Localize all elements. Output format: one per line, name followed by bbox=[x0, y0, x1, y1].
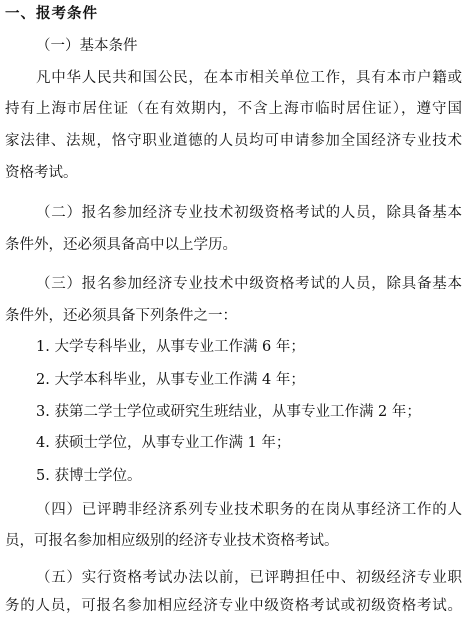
text-line: （三）报名参加经济专业技术中级资格考试的人员，除具备基本 bbox=[36, 276, 462, 292]
text-line: 条件外，还必须具备下列条件之一： bbox=[5, 308, 237, 324]
list-item: 1. 大学专科毕业，从事专业工作满 6 年； bbox=[36, 339, 305, 355]
text-line: 员，可报名参加相应级别的经济专业技术资格考试。 bbox=[5, 533, 339, 549]
text-line: 资格考试。 bbox=[5, 165, 78, 181]
text-line: 务的人员，可报名参加相应经济专业中级资格考试或初级资格考试。 bbox=[5, 598, 462, 614]
list-item: 3. 获第二学士学位或研究生班结业，从事专业工作满 2 年； bbox=[36, 404, 421, 420]
text-line: （五）实行资格考试办法以前，已评聘担任中、初级经济专业职 bbox=[36, 570, 462, 586]
text-line: 条件外，还必须具备高中以上学历。 bbox=[5, 237, 237, 253]
list-item: 2. 大学本科毕业，从事专业工作满 4 年； bbox=[36, 372, 305, 388]
text-line: 凡中华人民共和国公民，在本市相关单位工作，具有本市户籍或 bbox=[36, 70, 462, 86]
text-line: （二）报名参加经济专业技术初级资格考试的人员，除具备基本 bbox=[36, 205, 462, 221]
list-item: 4. 获硕士学位，从事专业工作满 1 年； bbox=[36, 435, 291, 451]
text-line: （一）基本条件 bbox=[36, 38, 138, 54]
text-line: 持有上海市居住证（在有效期内，不含上海市临时居住证），遵守国 bbox=[5, 101, 462, 117]
text-line: （四）已评聘非经济系列专业技术职务的在岗从事经济工作的人 bbox=[36, 502, 462, 518]
list-item: 5. 获博士学位。 bbox=[36, 468, 142, 484]
section-heading: 一、报考条件 bbox=[5, 5, 98, 22]
text-line: 家法律、法规，恪守职业道德的人员均可申请参加全国经济专业技术 bbox=[5, 133, 462, 149]
